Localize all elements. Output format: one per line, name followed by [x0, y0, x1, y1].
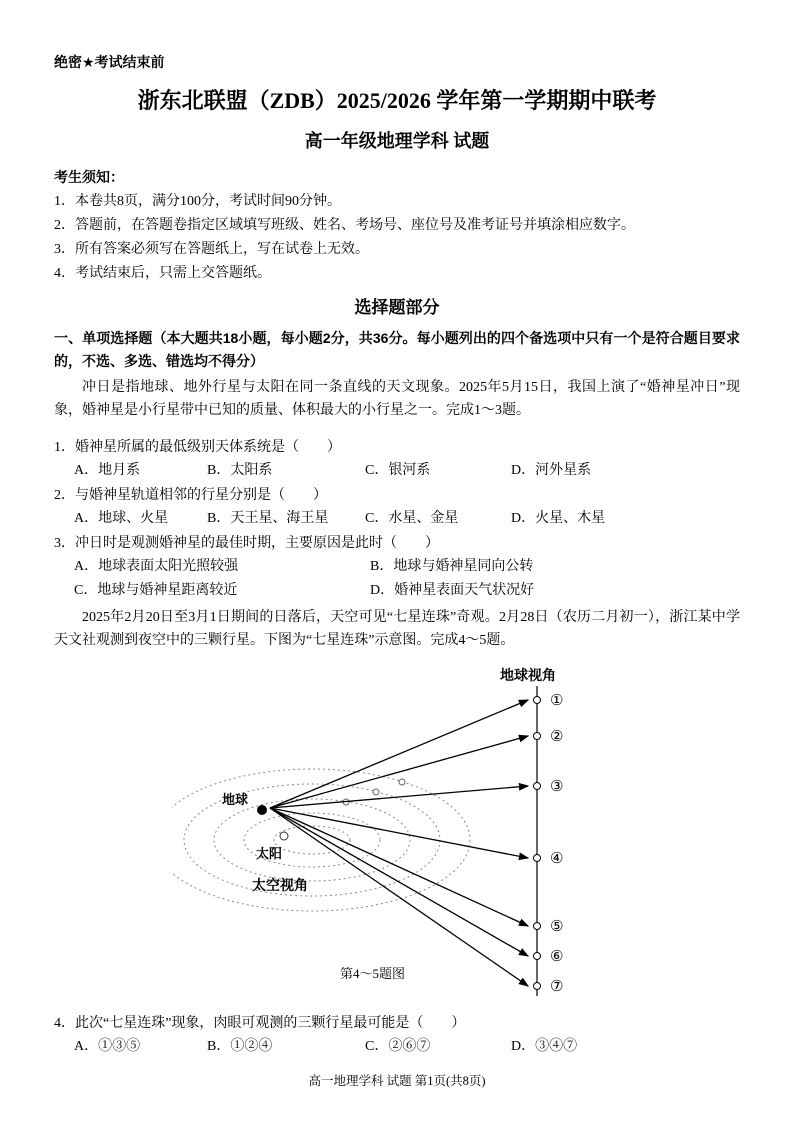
question-2-option-b: B．天王星、海王星 [207, 511, 329, 526]
earth-label: 地球 [222, 792, 249, 807]
earth-marker [257, 805, 267, 815]
question-3-option-d: D．婚神星表面天气状况好 [370, 583, 535, 598]
notice-item-4: 4．考试结束后，只需上交答题纸。 [54, 266, 271, 281]
passage-1: 冲日是指地球、地外行星与太阳在同一条直线的天文现象。2025年5月15日，我国上演了“婚神星冲日”现象，婚神星是小行星带中已知的质量、体积最大的小行星之一。完成1～3题。 [54, 380, 740, 418]
page-footer: 高一地理学科 试题 第1页(共8页) [308, 1074, 486, 1088]
question-3-stem: 3．冲日时是观测婚神星的最佳时期，主要原因是此时（ ） [54, 536, 439, 551]
node-number-2: ② [550, 728, 564, 745]
notice-item-1: 1．本卷共8页，满分100分，考试时间90分钟。 [54, 194, 341, 209]
question-1 [54, 436, 740, 483]
question-2-option-a: A．地球、火星 [74, 511, 169, 526]
question-4-option-c: C．②⑥⑦ [365, 1039, 431, 1054]
security-label: 绝密★考试结束前 [54, 54, 165, 70]
question-1-option-c: C．银河系 [365, 463, 431, 478]
passage-2: 2025年2月20日至3月1日期间的日落后，天空可见“七星连珠”奇观。2月28日（农历二月初一），浙江某中学天文社观测到夜空中的三颗行星。下图为“七星连珠”示意图。完成4～5题。 [54, 610, 740, 648]
notice-item-2: 2．答题前，在答题卷指定区域填写班级、姓名、考场号、座位号及准考证号并填涂相应数字。 [54, 218, 635, 233]
sun-marker [280, 832, 288, 840]
orbit-ellipses [172, 769, 470, 911]
question-4-options [74, 1035, 740, 1059]
section-title: 选择题部分 [354, 298, 440, 317]
question-2-option-c: C．水星、金星 [365, 511, 459, 526]
question-1-option-a: A．地月系 [74, 463, 141, 478]
exam-subtitle: 高一年级地理学科 试题 [304, 131, 490, 151]
question-4-stem: 4．此次“七星连珠”现象，肉眼可观测的三颗行星最可能是（ ） [54, 1016, 466, 1031]
question-2 [54, 484, 740, 531]
seven-planets-diagram [172, 666, 622, 1006]
question-4-option-b: B．①②④ [207, 1039, 273, 1054]
sun-label: 太阳 [256, 846, 283, 861]
node-number-5: ⑤ [550, 918, 564, 935]
question-3-option-c: C．地球与婚神星距离较近 [74, 583, 238, 598]
node-number-4: ④ [550, 850, 564, 867]
question-2-options [74, 507, 740, 531]
earth-view-label: 地球视角 [500, 667, 556, 683]
sight-lines [270, 700, 528, 986]
section-intro: 一、单项选择题（本大题共18小题，每小题2分，共36分。每小题列出的四个备选项中只有一个是符合题目要求的，不选、多选、错选均不得分） [54, 330, 740, 369]
question-3-options [74, 555, 740, 603]
question-3-option-b: B．地球与婚神星同向公转 [370, 559, 534, 574]
question-1-stem: 1．婚神星所属的最低级别天体系统是（ ） [54, 440, 341, 455]
seven-planets-figure [172, 666, 622, 1011]
space-view-label: 太空视角 [252, 877, 308, 893]
question-1-options [74, 459, 740, 483]
question-1-option-d: D．河外星系 [511, 463, 592, 478]
question-3-option-a: A．地球表面太阳光照较强 [74, 559, 239, 574]
node-number-6: ⑥ [550, 948, 564, 965]
exam-title: 浙东北联盟（ZDB）2025/2026 学年第一学期期中联考 [137, 88, 657, 113]
node-number-7: ⑦ [550, 978, 564, 995]
question-3 [54, 532, 740, 603]
figure-caption: 第4～5题图 [340, 966, 406, 981]
question-2-stem: 2．与婚神星轨道相邻的行星分别是（ ） [54, 488, 327, 503]
question-1-option-b: B．太阳系 [207, 463, 273, 478]
question-4 [54, 1012, 740, 1059]
node-number-1: ① [550, 692, 564, 709]
node-number-3: ③ [550, 778, 564, 795]
notice-heading: 考生须知： [54, 171, 124, 186]
question-4-option-a: A．①③⑤ [74, 1039, 141, 1054]
notice-item-3: 3．所有答案必须写在答题纸上，写在试卷上无效。 [54, 242, 369, 257]
question-2-option-d: D．火星、木星 [511, 511, 606, 526]
question-4-option-d: D．③④⑦ [511, 1039, 578, 1054]
